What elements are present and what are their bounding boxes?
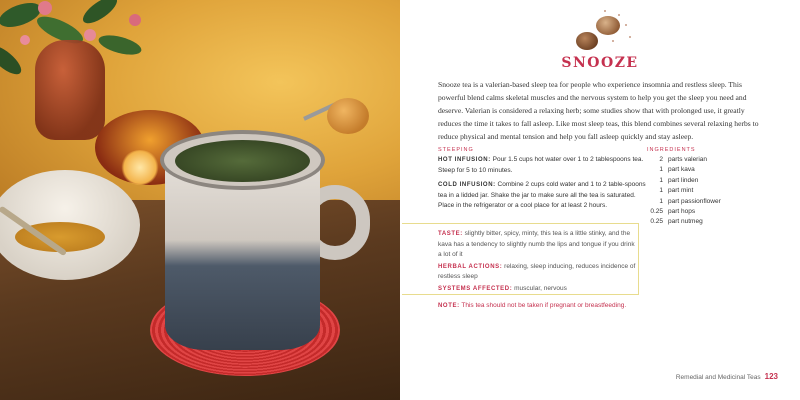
ingredient-item [647, 176, 767, 186]
ingredient-item [647, 217, 767, 227]
ingredient-name: part passionflower [668, 197, 721, 205]
vase [35, 40, 105, 140]
loose-tea-infuser [175, 140, 310, 182]
ingredient-name: part hops [668, 208, 696, 216]
herbal-actions-text: relaxing, sleep inducing, reduces incidence of restless sleep [438, 262, 636, 280]
systems-affected [438, 284, 638, 295]
ingredient-qty: 1 [659, 197, 663, 205]
ingredient-item [647, 186, 767, 196]
hot-infusion-label: HOT INFUSION: [438, 157, 491, 163]
ingredient-qty: 0.25 [650, 218, 663, 226]
page-number: 123 [764, 372, 778, 381]
note [438, 302, 626, 309]
herbal-actions [438, 262, 638, 283]
ingredient-name: part nutmeg [668, 218, 703, 226]
ingredient-qty: 0.25 [650, 208, 663, 216]
ingredient-qty: 1 [659, 176, 663, 184]
ingredient-item [647, 155, 767, 165]
ingredient-name: part mint [668, 187, 694, 195]
ingredient-name: part linden [668, 176, 699, 184]
recipe-page [400, 0, 800, 400]
taste-label: TASTE: [438, 231, 463, 237]
spice-speck [604, 10, 606, 12]
systems-affected-text: muscular, nervous [512, 284, 567, 292]
cold-infusion-text: Combine 2 cups cold water and 1 to 2 table-spoons tea in a lidded jar. Shake the jar to make sure all the tea is saturated. Place in the refrigerator or a cool place for at least 2 hours. [438, 181, 646, 209]
candle-glow [120, 150, 160, 185]
herbal-actions-label: HERBAL ACTIONS: [438, 263, 503, 270]
ingredient-name: parts valerian [668, 156, 708, 163]
note-label: NOTE: [438, 303, 460, 309]
nutmeg-illustration [576, 32, 598, 50]
hot-infusion-text: Pour 1.5 cups hot water over 1 to 2 tablespoons tea. Steep for 5 to 10 minutes. [438, 156, 644, 174]
ingredient-item [647, 165, 767, 175]
taste-text: slightly bitter, spicy, minty, this tea is a little stinky, and the kava has a tendency to slightly numb the lips and tongue if you drink a lot of it [438, 230, 635, 258]
ingredient-qty: 2 [659, 156, 663, 163]
cold-infusion-label: COLD INFUSION: [438, 182, 496, 188]
section-title: Remedial and Medicinal Teas [675, 374, 761, 381]
nutmeg-illustration [596, 16, 620, 35]
taste [438, 229, 638, 261]
steeping-heading: STEEPING [438, 147, 474, 153]
spice-speck [629, 36, 631, 38]
recipe-title: SNOOZE [561, 55, 639, 71]
steeping-section [438, 147, 653, 216]
ingredient-item [647, 197, 767, 207]
spice-speck [618, 14, 620, 16]
properties-box [402, 223, 639, 295]
recipe-intro: Snooze tea is a valerian-based sleep tea for people who experience insomnia and restless sleep. This powerful blend calms skeletal muscles and the nervous system to help you get the sleep you need and deserve. Valerian is considered a relaxing herb; some studies show that with prolonged use, it greatly reduces the time it takes to fall asleep. Like most sleep teas, this blend combines several relaxing herbs to reduce physical and mental tension and help you fall asleep quickly and stay asleep. [438, 80, 759, 141]
ingredient-qty: 1 [659, 187, 663, 195]
systems-affected-label: SYSTEMS AFFECTED: [438, 285, 513, 292]
hot-infusion [438, 155, 653, 176]
ingredient-item [647, 207, 767, 217]
spice-speck [625, 24, 627, 26]
ingredient-name: part kava [668, 166, 695, 174]
note-text: This tea should not be taken if pregnant or breastfeeding. [459, 302, 627, 309]
ingredients-section [647, 147, 767, 228]
page-footer [676, 372, 778, 381]
infuser-knob [327, 98, 369, 134]
ingredient-qty: 1 [659, 166, 663, 174]
ingredients-heading: INGREDIENTS [647, 147, 696, 153]
cold-infusion [438, 180, 653, 212]
spice-speck [612, 40, 614, 42]
